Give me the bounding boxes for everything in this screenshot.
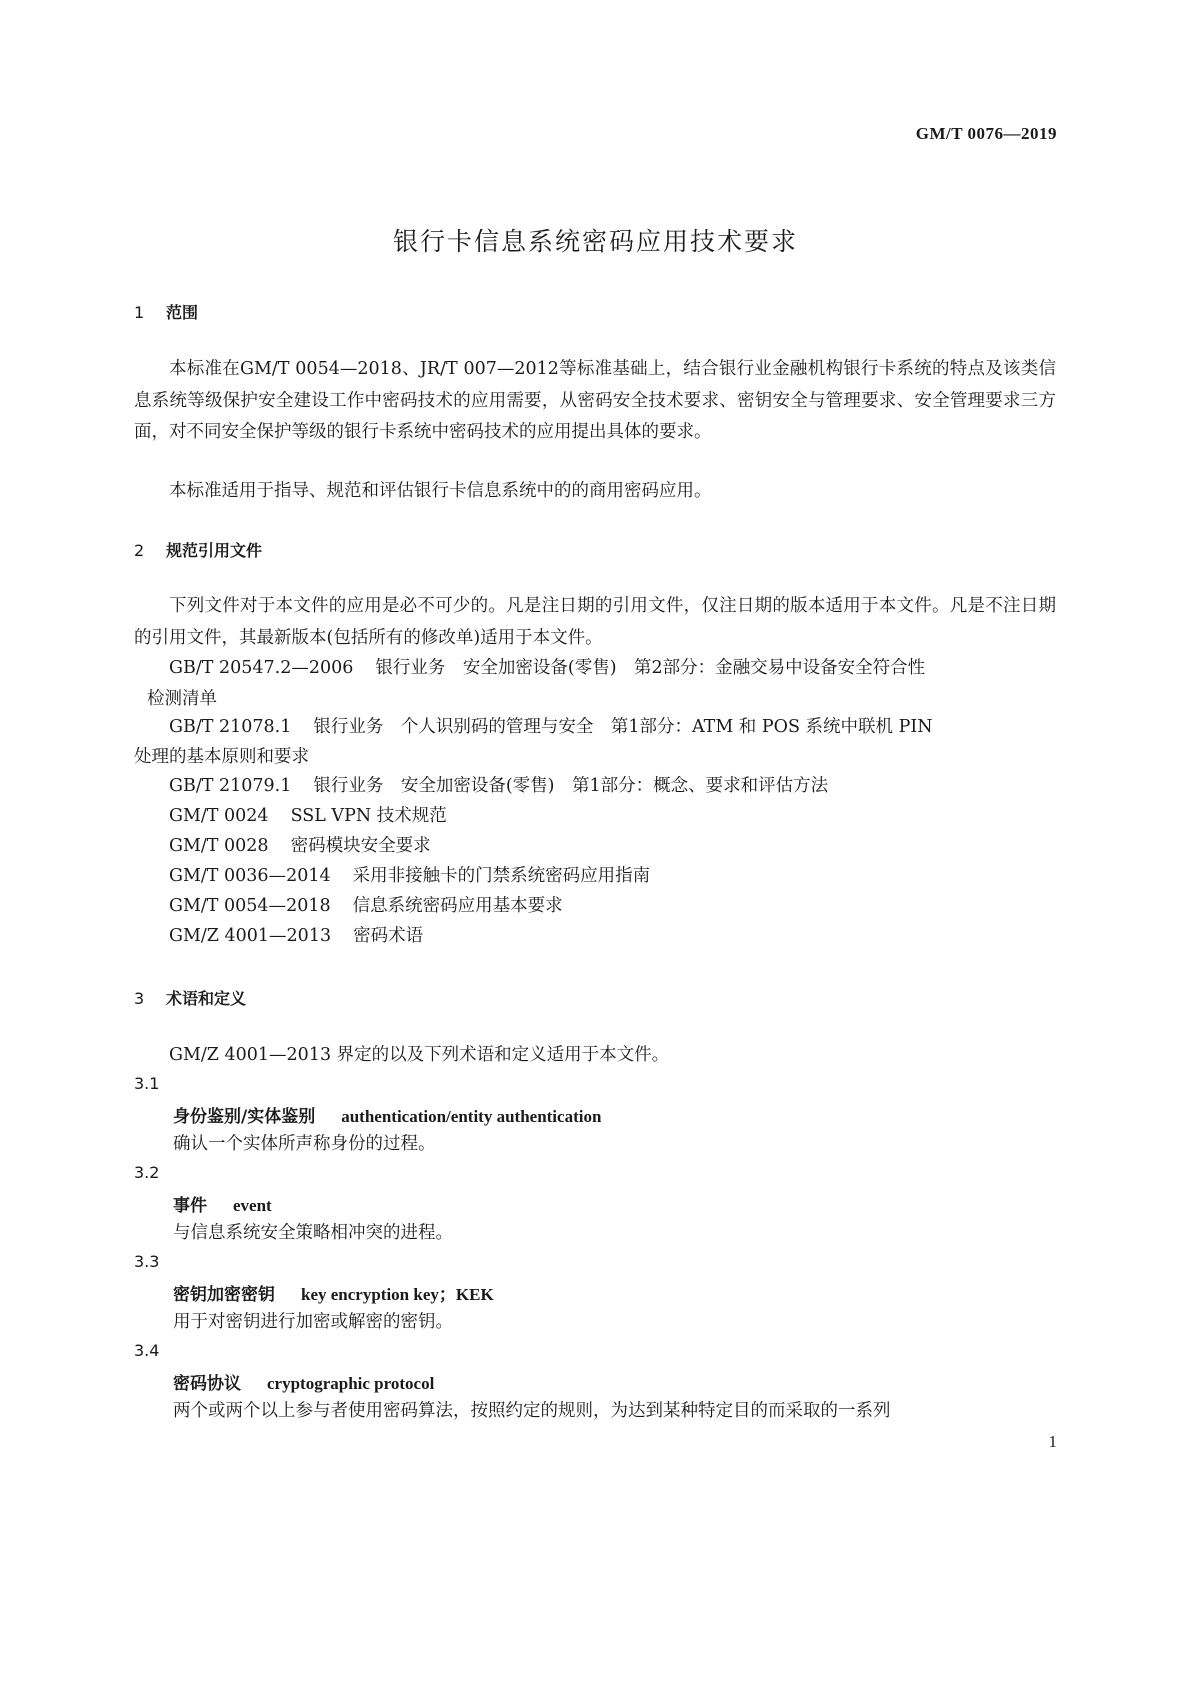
reference-title: 银行业务 个人识别码的管理与安全 第1部分：ATM 和 POS 系统中联机 PIN bbox=[313, 717, 933, 737]
document-title: 银行卡信息系统密码应用技术要求 bbox=[392, 227, 798, 256]
reference-title-continued: 处理的基本原则和要求 bbox=[134, 747, 309, 767]
term-definition: 用于对密钥进行加密或解密的密钥。 bbox=[173, 1312, 453, 1332]
references-intro: 下列文件对于本文件的应用是必不可少的。凡是注日期的引用文件，仅注日期的版本适用于本文件。凡是不注日期的引用文件，其最新版本(包括所有的修改单)适用于本文件。 bbox=[134, 596, 1056, 648]
term-definition: 确认一个实体所声称身份的过程。 bbox=[173, 1134, 436, 1154]
term-zh: 身份鉴别/实体鉴别 bbox=[173, 1107, 316, 1127]
term-zh: 密钥加密密钥 bbox=[173, 1285, 275, 1305]
reference-title: 信息系统密码应用基本要求 bbox=[352, 896, 563, 916]
reference-title: SSL VPN 技术规范 bbox=[290, 806, 447, 826]
section-title: 范围 bbox=[166, 303, 199, 322]
reference-title-continued: 检测清单 bbox=[147, 689, 217, 709]
scope-paragraph-1: 本标准在GM/T 0054—2018、JR/T 007—2012等标准基础上，结合银行业金融机构银行卡系统的特点及该类信息系统等级保护安全建设工作中密码技术的应用需要，从密码安全技术要求、密钥安全与管理要求、安全管理要求三方面，对不同安全保护等级的银行卡系统中密码技术的应用提出具体的要求。 bbox=[134, 359, 1056, 442]
term-number: 3.2 bbox=[134, 1163, 160, 1182]
standard-code: GM/T 0076—2019 bbox=[915, 124, 1057, 143]
term-number: 3.1 bbox=[134, 1074, 160, 1093]
section-heading-normative-references bbox=[134, 538, 262, 561]
reference-title: 采用非接触卡的门禁系统密码应用指南 bbox=[352, 866, 651, 886]
reference-item bbox=[169, 891, 1056, 923]
reference-code: GM/T 0028 bbox=[169, 836, 269, 856]
term-en: key encryption key；KEK bbox=[301, 1285, 494, 1304]
section-number: 1 bbox=[134, 303, 145, 322]
section-heading-scope bbox=[134, 300, 198, 323]
reference-item bbox=[169, 921, 1056, 953]
reference-title: 银行业务 安全加密设备(零售) 第2部分：金融交易中设备安全符合性 bbox=[375, 658, 926, 678]
reference-item bbox=[169, 712, 1056, 744]
term-en: authentication/entity authentication bbox=[341, 1107, 602, 1126]
term-heading bbox=[173, 1280, 494, 1305]
reference-title: 密码术语 bbox=[353, 926, 424, 946]
reference-item bbox=[169, 653, 1056, 685]
section-number: 2 bbox=[134, 541, 145, 560]
term-zh: 事件 bbox=[173, 1196, 207, 1216]
reference-code: GM/T 0054—2018 bbox=[169, 896, 331, 916]
term-heading bbox=[173, 1369, 434, 1394]
reference-title: 密码模块安全要求 bbox=[290, 836, 431, 856]
reference-item bbox=[169, 831, 1056, 863]
reference-code: GM/T 0036—2014 bbox=[169, 866, 331, 886]
section-title: 规范引用文件 bbox=[166, 541, 263, 560]
reference-title: 银行业务 安全加密设备(零售) 第1部分：概念、要求和评估方法 bbox=[313, 776, 829, 796]
scope-paragraph-2: 本标准适用于指导、规范和评估银行卡信息系统中的的商用密码应用。 bbox=[169, 481, 712, 501]
term-number: 3.4 bbox=[134, 1341, 160, 1360]
section-title: 术语和定义 bbox=[166, 989, 247, 1008]
term-heading bbox=[173, 1191, 272, 1216]
term-definition: 两个或两个以上参与者使用密码算法，按照约定的规则，为达到某种特定目的而采取的一系列 bbox=[173, 1401, 891, 1421]
section-heading-terms-definitions bbox=[134, 986, 246, 1009]
reference-code: GB/T 20547.2—2006 bbox=[169, 658, 354, 678]
term-definition: 与信息系统安全策略相冲突的进程。 bbox=[173, 1223, 453, 1243]
reference-item bbox=[169, 801, 1056, 833]
term-zh: 密码协议 bbox=[173, 1374, 241, 1394]
term-en: cryptographic protocol bbox=[267, 1374, 435, 1393]
reference-code: GM/T 0024 bbox=[169, 806, 269, 826]
section-number: 3 bbox=[134, 989, 145, 1008]
terms-intro: GM/Z 4001—2013 界定的以及下列术语和定义适用于本文件。 bbox=[169, 1045, 670, 1065]
reference-code: GB/T 21078.1 bbox=[169, 717, 292, 737]
term-heading bbox=[173, 1102, 601, 1127]
term-en: event bbox=[233, 1196, 272, 1215]
reference-code: GM/Z 4001—2013 bbox=[169, 926, 332, 946]
reference-code: GB/T 21079.1 bbox=[169, 776, 292, 796]
page-number: 1 bbox=[1048, 1432, 1057, 1451]
reference-item bbox=[169, 861, 1056, 893]
reference-item bbox=[169, 771, 1056, 803]
term-number: 3.3 bbox=[134, 1252, 160, 1271]
